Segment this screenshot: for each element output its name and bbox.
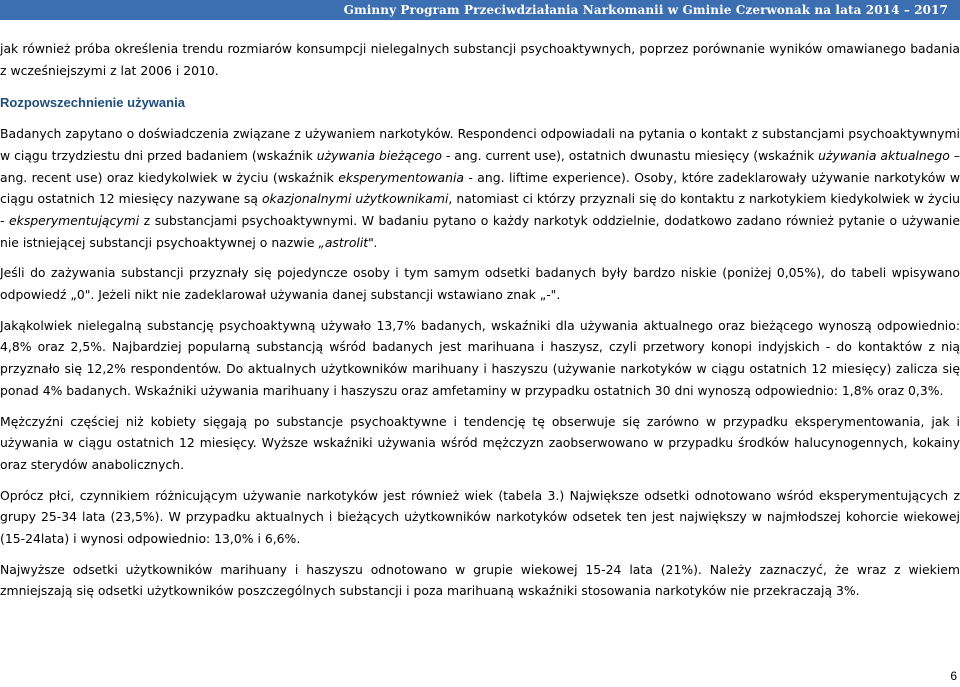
text-run: Respondenci odpowiadali na pytania o kontakt z substancjami psychoaktywnymi w ciągu trzydziestu dni przed badaniem (wskaźnik: [0, 126, 960, 163]
term-recent-use: używania aktualnego: [818, 147, 950, 163]
term-experimenters: eksperymentującymi: [9, 212, 140, 228]
text-run: - ang. liftime experience).: [464, 169, 630, 185]
paragraph-prevalence: Jakąkolwiek nielegalną substancję psychoaktywną używało 13,7% badanych, wskaźniki dla używania aktualnego oraz bieżącego wynoszą odpowiednio: 4,8% oraz 2,5%. Najbardziej popularną substancją wśród badanych jest marihuana i haszysz, czyli przetwory konopi indyjskich - do kontaktów z nią przyznało się 12,2% respondentów. Do aktualnych użytkowników marihuany i haszyszu (używanie narkotyków w ciągu ostatnich 12 miesięcy) zalicza się ponad 4% badanych. Wskaźniki używania marihuany i haszyszu oraz amfetaminy w przypadku ostatnich 30 dni wynoszą odpowiednio: 1,8% oraz 0,3%.: [0, 317, 960, 398]
page-number: 6: [950, 669, 957, 683]
term-occasional-users: okazjonalnymi użytkownikami: [261, 191, 449, 207]
text-run: , natomiast ci którzy przyznali się do kontaktu z narkotykiem kiedykolwiek w życiu -: [0, 191, 960, 228]
text-run: Osoby, które zadeklarowały używanie narkotyków w ciągu ostatnich 12 miesięcy nazywane są: [0, 169, 960, 207]
paragraph-trend: jak również próba określenia trendu rozmiarów konsumpcji nielegalnych substancji psychoaktywnych, poprzez porównanie wyników omawianego badania z wcześniejszymi z lat 2006 i 2010.: [0, 41, 960, 78]
term-experimenting: eksperymentowania: [338, 169, 465, 185]
document-body: [0, 38, 960, 602]
document-header-title: Gminny Program Przeciwdziałania Narkomanii w Gminie Czerwonak na lata 2014 – 2017: [343, 3, 948, 17]
paragraph-table-notes: Jeśli do zażywania substancji przyznały się pojedyncze osoby i tym samym odsetki badanych były bardzo niskie (poniżej 0,05%), do tabeli wpisywano odpowiedź „0". Jeżeli nikt nie zadeklarował używania danej substancji wstawiano znak „-".: [0, 265, 960, 303]
section-heading: Rozpowszechnienie używania: [0, 95, 185, 111]
text-run: z substancjami psychoaktywnymi. W badaniu pytano o każdy narkotyk oddzielnie, dodatkowo zadano również pytanie o używanie nie istniejącej substancji psychoaktywnej o nazwie: [0, 212, 960, 250]
term-current-use: używania bieżącego: [316, 147, 442, 163]
paragraph-gender: Mężczyźni częściej niż kobiety sięgają po substancje psychoaktywne i tendencję tę obserwuje się zarówno w przypadku eksperymentowania, jak i używania w ciągu ostatnich 12 miesięcy. Wyższe wskaźniki używania wśród mężczyzn zaobserwowano w przypadku środków halucynogennych, kokainy oraz sterydów anabolicznych.: [0, 413, 960, 472]
term-astrolit: „astrolit".: [318, 234, 378, 250]
header-band: [0, 0, 960, 20]
text-run: – ang. recent use) oraz kiedykolwiek w życiu (wskaźnik: [0, 147, 960, 185]
text-run: Badanych zapytano o doświadczenia związane z używaniem narkotyków.: [0, 126, 454, 142]
paragraph-definitions: [0, 123, 960, 253]
paragraph-age: Oprócz płci, czynnikiem różnicującym używanie narkotyków jest również wiek (tabela 3.) Największe odsetki odnotowano wśród eksperymentujących z grupy 25-34 lata (23,5%). W przypadku aktualnych i bieżących użytkowników narkotyków odsetek ten jest największy w najmłodszej kohorcie wiekowej (15-24lata) i wynosi odpowiednio: 13,0% i 6,6%.: [0, 487, 960, 547]
text-run: - ang. current use), ostatnich dwunastu miesięcy (wskaźnik: [441, 147, 819, 163]
paragraph-marihuana-age: Najwyższe odsetki użytkowników marihuany i haszyszu odnotowano w grupie wiekowej 15-24 lata (21%). Należy zaznaczyć, że wraz z wiekiem zmniejszają się odsetki użytkowników poszczególnych substancji i poza marihuaną wskaźniki stosowania narkotyków nie przekraczają 3%.: [0, 561, 960, 599]
